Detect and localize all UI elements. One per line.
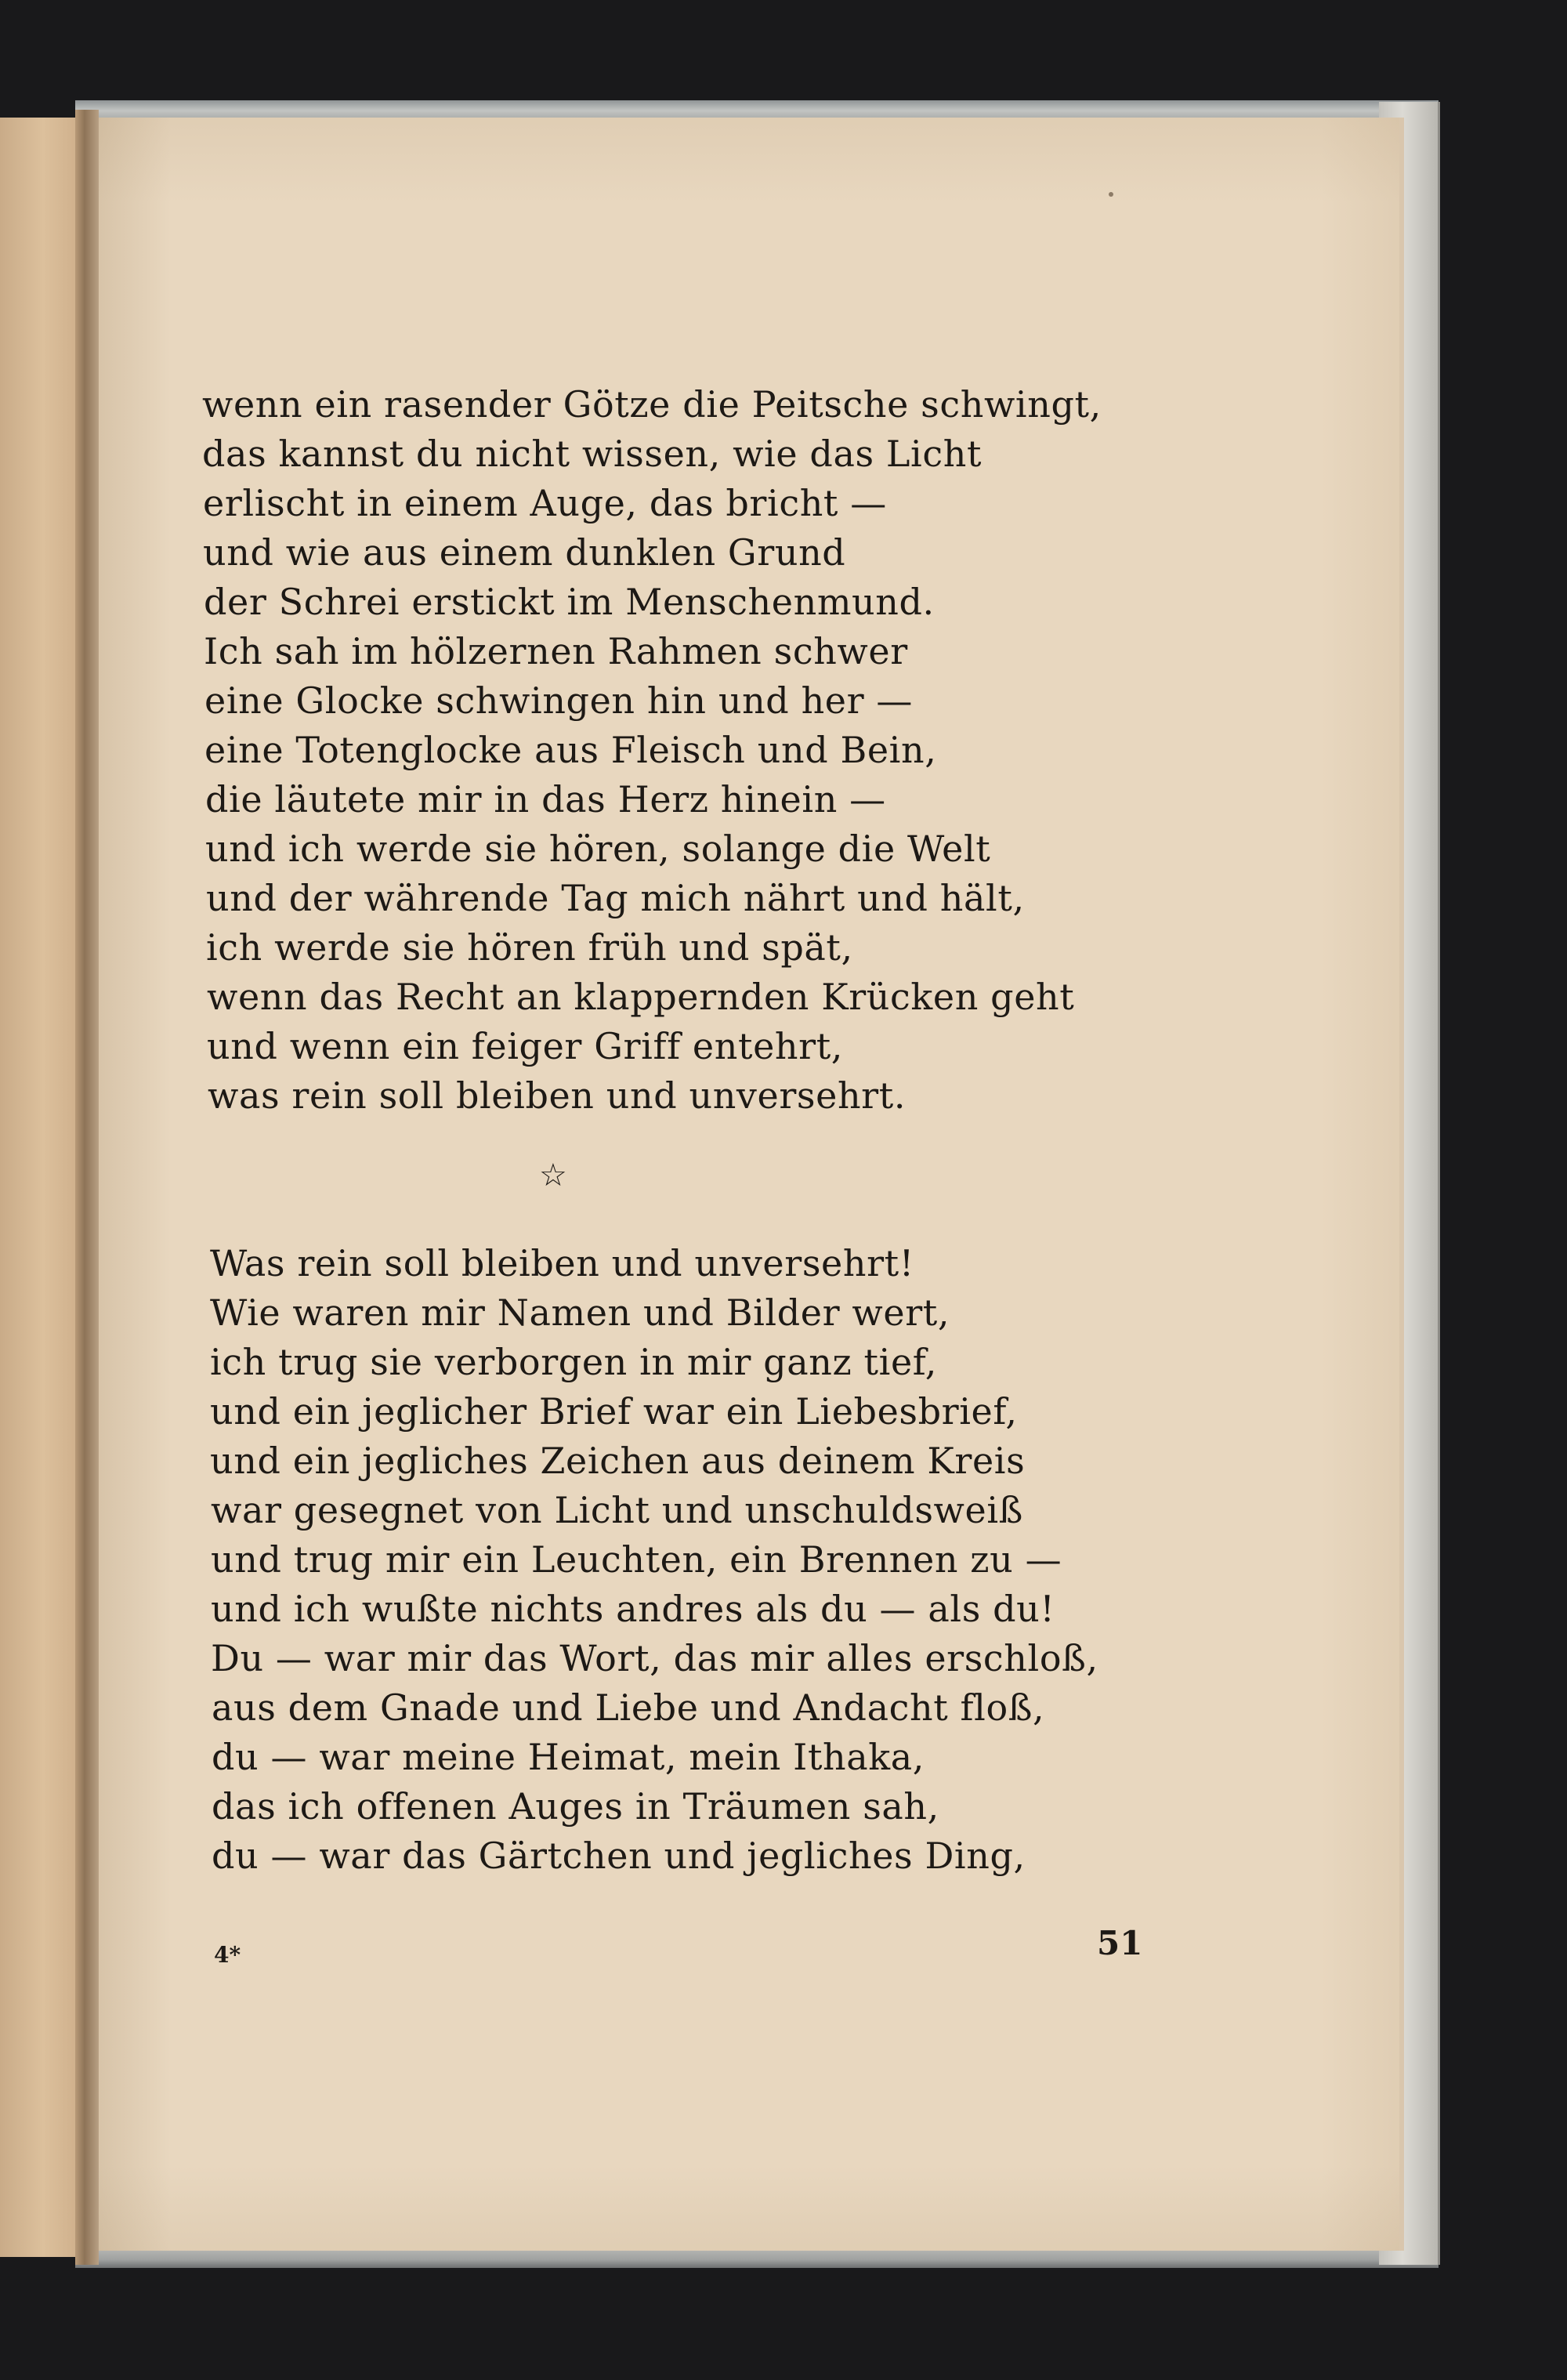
- poem-line: ich werde sie hören früh und spät,: [206, 926, 853, 969]
- poem-line: eine Glocke schwingen hin und her —: [204, 679, 914, 722]
- poem-line: das kannst du nicht wissen, wie das Licht: [202, 433, 983, 475]
- poem-line: die läutete mir in das Herz hinein —: [205, 778, 886, 821]
- poem-line: du — war meine Heimat, mein Ithaka,: [212, 1736, 925, 1778]
- poem-line: und ein jegliches Zeichen aus deinem Kreis: [210, 1440, 1026, 1482]
- poem-line: und ich wußte nichts andres als du — als du!: [211, 1588, 1055, 1630]
- printer-signature-mark: 4*: [214, 1942, 241, 1968]
- poem-line: der Schrei erstickt im Menschenmund.: [204, 581, 935, 623]
- poem-line: eine Totenglocke aus Fleisch und Bein,: [204, 729, 937, 771]
- page-text-block: [92, 118, 1399, 2251]
- poem-line: was rein soll bleiben und unversehrt.: [208, 1074, 907, 1117]
- section-separator-star: ☆: [539, 1157, 567, 1194]
- poem-line: und wie aus einem dunklen Grund: [203, 531, 846, 574]
- poem-line: du — war das Gärtchen und jegliches Ding,: [212, 1835, 1026, 1877]
- poem-line: erlischt in einem Auge, das bricht —: [203, 482, 887, 524]
- poem-line: aus dem Gnade und Liebe und Andacht floß,: [212, 1686, 1045, 1729]
- poem-line: Was rein soll bleiben und unversehrt!: [210, 1242, 914, 1284]
- poem-line: Ich sah im hölzernen Rahmen schwer: [204, 630, 908, 672]
- poem-line: und der währende Tag mich nährt und hält,: [206, 877, 1025, 919]
- poem-line: und trug mir ein Leuchten, ein Brennen zu —: [211, 1538, 1062, 1581]
- book-page: [92, 118, 1404, 2251]
- poem-line: Du — war mir das Wort, das mir alles erschloß,: [211, 1637, 1098, 1679]
- poem-line: war gesegnet von Licht und unschuldsweiß: [211, 1489, 1023, 1531]
- poem-line: ich trug sie verborgen in mir ganz tief,: [210, 1341, 937, 1383]
- poem-line: das ich offenen Auges in Träumen sah,: [212, 1785, 939, 1828]
- book-gutter: [75, 110, 99, 2265]
- poem-line: und ich werde sie hören, solange die Welt: [205, 828, 991, 870]
- poem-line: Wie waren mir Namen und Bilder wert,: [210, 1291, 950, 1334]
- poem-line: und wenn ein feiger Griff entehrt,: [207, 1025, 844, 1067]
- previous-page-edge: [0, 118, 78, 2257]
- page-number: 51: [1097, 1924, 1143, 1962]
- poem-line: wenn ein rasender Götze die Peitsche schwingt,: [202, 383, 1102, 426]
- poem-line: und ein jeglicher Brief war ein Liebesbrief,: [210, 1390, 1018, 1433]
- poem-line: wenn das Recht an klappernden Krücken geht: [207, 976, 1075, 1018]
